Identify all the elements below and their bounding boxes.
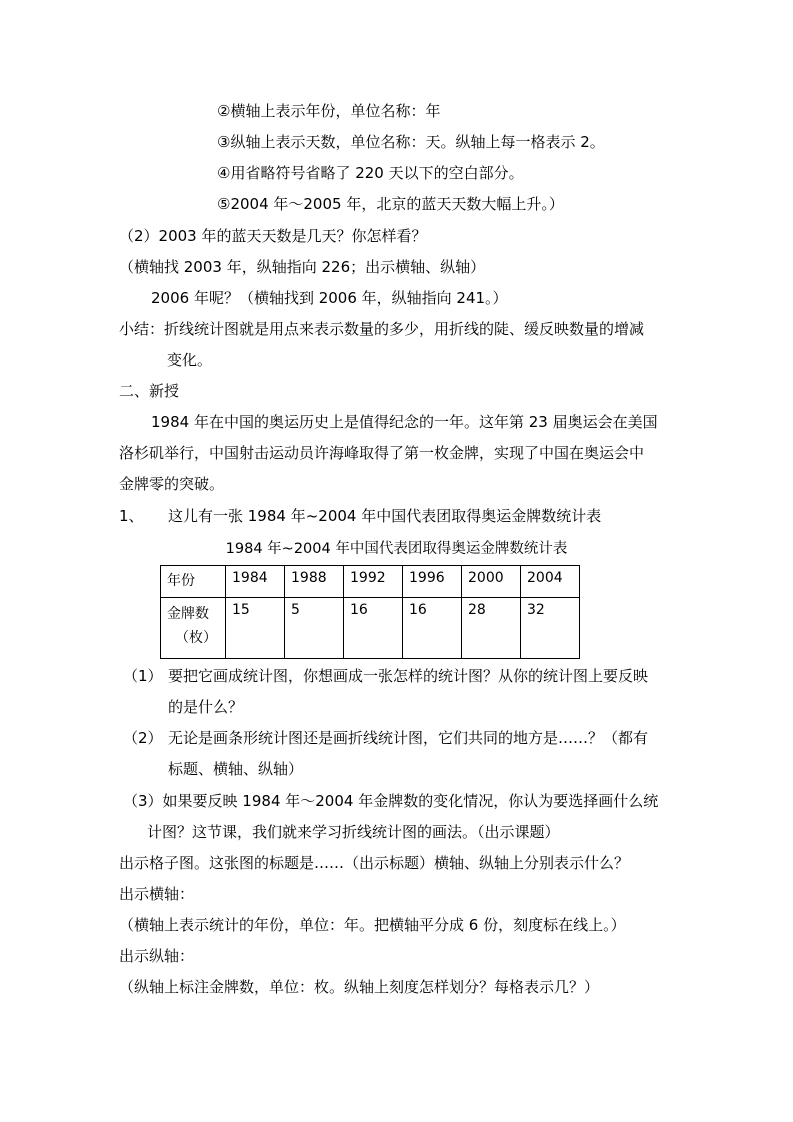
paragraph-line: 出示横轴： [119,885,195,903]
text-line: ④用省略符号省略了 220 天以下的空白部分。 [217,164,524,182]
item-text: 标题、横轴、纵轴） [168,760,304,778]
item-text: 的是什么？ [168,698,244,716]
summary-line: 小结：折线统计图就是用点来表示数量的多少，用折线的陡、缓反映数量的增减 [119,320,645,338]
text-line: ⑤2004 年～2005 年，北京的蓝天天数大幅上升。） [217,195,564,213]
item-text: （3）如果要反映 1984 年～2004 年金牌数的变化情况，你认为要选择画什么统 [123,792,659,810]
item-text: 计图？这节课，我们就来学习折线统计图的画法。（出示课题） [147,823,560,841]
table-header-cell [161,598,226,659]
paragraph-line: 金牌零的突破。 [119,475,225,493]
table-cell: 16 [344,598,403,659]
table-cell: 28 [462,598,521,659]
table-cell: 1992 [344,566,403,598]
section-heading: 二、新授 [119,382,180,400]
paragraph-line: （横轴上表示统计的年份，单位：年。把横轴平分成 6 份，刻度标在线上。） [119,916,626,934]
table-row [161,566,580,598]
item-text: 要把它画成统计图，你想画成一张怎样的统计图？从你的统计图上要反映 [168,667,649,685]
item-text: 无论是画条形统计图还是画折线统计图，它们共同的地方是……？（都有 [168,729,649,747]
item-number: 1、 [119,507,144,525]
table-header-cell: 年份 [161,566,226,598]
table-row [161,598,580,659]
item-number: （1） [123,667,163,685]
table-cell: 16 [403,598,462,659]
medal-table [160,565,580,659]
item-text: 这儿有一张 1984 年~2004 年中国代表团取得奥运金牌数统计表 [168,507,602,525]
paragraph-line: （纵轴上标注金牌数，单位：枚。纵轴上刻度怎样划分？每格表示几？） [119,978,600,996]
header-line: （枚） [175,630,217,646]
table-cell: 1984 [226,566,285,598]
paragraph-line: 出示格子图。这张图的标题是……（出示标题）横轴、纵轴上分别表示什么？ [119,854,630,872]
table-cell: 15 [226,598,285,659]
text-line: 2006 年呢？（横轴找到 2006 年，纵轴指向 241。） [151,289,508,307]
item-number: （2） [123,729,163,747]
table-cell: 1988 [285,566,344,598]
paragraph-line: 洛杉矶举行，中国射击运动员许海峰取得了第一枚金牌，实现了中国在奥运会中 [119,444,645,462]
paragraph-line: 1984 年在中国的奥运历史上是值得纪念的一年。这年第 23 届奥运会在美国 [151,413,658,431]
table-cell: 5 [285,598,344,659]
table-cell: 1996 [403,566,462,598]
header-line: 金牌数 [167,606,209,622]
text-line: （2）2003 年的蓝天天数是几天？你怎样看？ [119,227,427,245]
text-line: （横轴找 2003 年，纵轴指向 226；出示横轴、纵轴） [119,258,486,276]
text-line: ③纵轴上表示天数，单位名称：天。纵轴上每一格表示 2。 [217,133,605,151]
table-caption: 1984 年~2004 年中国代表团取得奥运金牌数统计表 [225,541,568,557]
summary-line: 变化。 [167,351,213,369]
paragraph-line: 出示纵轴： [119,947,195,965]
table-cell: 2004 [521,566,580,598]
table-cell: 32 [521,598,580,659]
table-cell: 2000 [462,566,521,598]
text-line: ②横轴上表示年份，单位名称：年 [217,102,441,120]
